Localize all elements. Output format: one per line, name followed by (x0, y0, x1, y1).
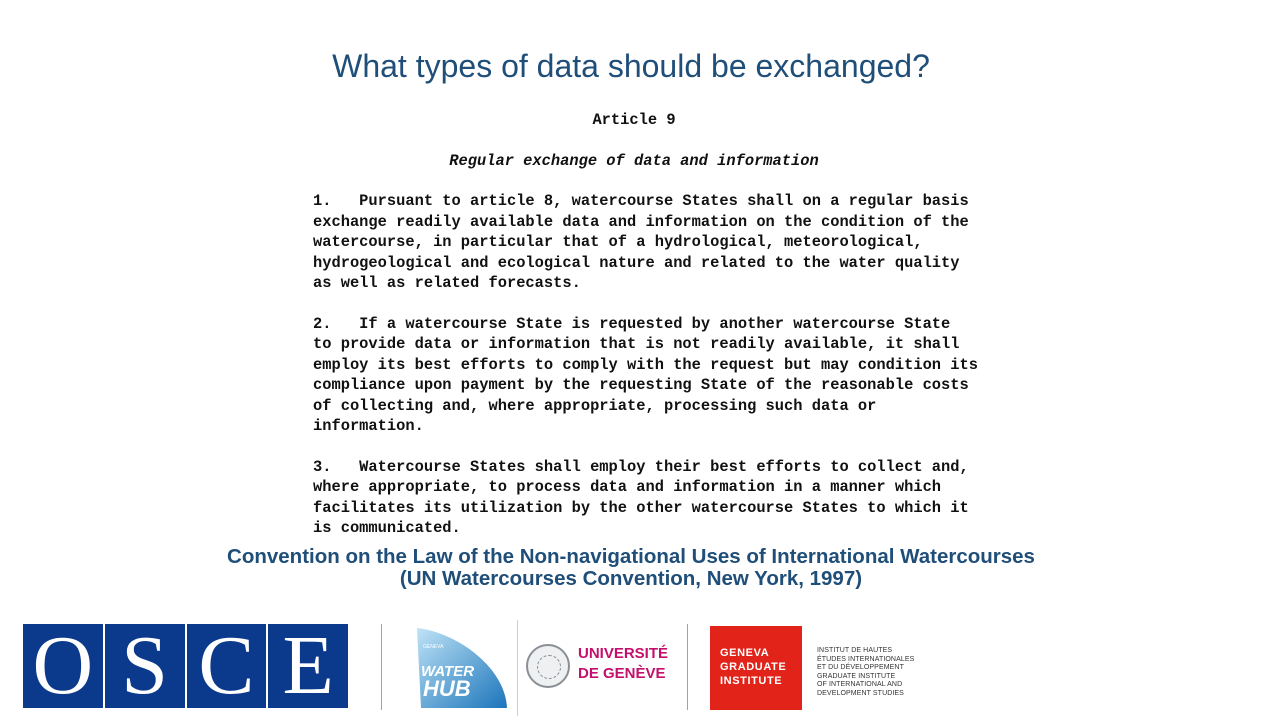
paragraph-line: 2. If a watercourse State is requested by another watercourse State (313, 314, 951, 333)
logo-divider (517, 620, 518, 716)
paragraph-line: to provide data or information that is not readily available, it shall (313, 335, 960, 353)
ggi-box-line: GENEVA (720, 647, 770, 659)
osce-letter: S (105, 624, 185, 708)
ggi-box-line: GRADUATE (720, 661, 787, 673)
unige-seal-icon (526, 644, 570, 688)
logo-divider (381, 624, 382, 710)
logo-divider (687, 624, 688, 710)
geneva-water-hub-logo (415, 626, 510, 710)
ggi-text-line: INSTITUT DE HAUTES (817, 647, 893, 654)
ggi-box-line: INSTITUTE (720, 675, 783, 687)
ggi-text-line: OF INTERNATIONAL AND (817, 681, 903, 689)
partner-logos (0, 620, 1280, 720)
paragraph-line: exchange readily available data and information on the condition of the (313, 212, 969, 231)
paragraph-line: as well as related forecasts. (313, 274, 581, 292)
osce-letter: E (268, 624, 348, 708)
paragraph-line: employ its best efforts to comply with the request but may condition its (313, 355, 978, 374)
article-paragraph-2 (313, 314, 978, 437)
unige-logo (526, 640, 676, 696)
water-drop-icon (415, 626, 510, 710)
paragraph-line: facilitates its utilization by the other watercourse States to which it (313, 498, 969, 517)
paragraph-line: 1. Pursuant to article 8, watercourse States shall on a regular basis (313, 192, 969, 210)
paragraph-line: information. (313, 417, 424, 435)
article-excerpt (313, 110, 978, 539)
caption-line-2: (UN Watercourses Convention, New York, 1997) (399, 567, 863, 590)
ggi-logo-box (710, 626, 802, 710)
hub-small-text: GENEVA (423, 644, 444, 650)
paragraph-line: of collecting and, where appropriate, processing such data or (313, 396, 877, 415)
article-heading: Article 9 (592, 111, 676, 129)
hub-word-water: WATER (421, 663, 475, 680)
slide-title: What types of data should be exchanged? (332, 48, 930, 84)
paragraph-line: where appropriate, to process data and information in a manner which (313, 478, 942, 496)
ggi-logo-text (817, 647, 914, 699)
article-subheading: Regular exchange of data and information (449, 151, 819, 170)
caption-line-1: Convention on the Law of the Non-navigational Uses of International Watercourses (227, 545, 1035, 568)
unige-line-1: UNIVERSITÉ (578, 645, 669, 662)
source-caption (0, 546, 1262, 590)
unige-line-2: DE GENÈVE (578, 665, 666, 682)
article-paragraph-3 (313, 457, 973, 539)
paragraph-line: watercourse, in particular that of a hydrological, meteorological, (313, 233, 923, 251)
article-paragraph-1 (313, 191, 973, 294)
ggi-text-line: ÉTUDES INTERNATIONALES (817, 655, 915, 663)
hub-word-hub: HUB (423, 676, 471, 701)
ggi-text-line: GRADUATE INSTITUTE (817, 672, 896, 680)
osce-logo (23, 624, 348, 708)
ggi-text-line: ET DU DÉVELOPPEMENT (817, 664, 904, 672)
paragraph-line: compliance upon payment by the requesting State of the reasonable costs (313, 376, 969, 394)
paragraph-line: hydrogeological and ecological nature and related to the water quality (313, 253, 960, 272)
paragraph-line: 3. Watercourse States shall employ their best efforts to collect and, (313, 457, 969, 476)
paragraph-line: is communicated. (313, 519, 461, 537)
ggi-text-line: DEVELOPMENT STUDIES (817, 689, 904, 697)
osce-letter: O (23, 624, 103, 708)
osce-letter: C (187, 624, 267, 708)
